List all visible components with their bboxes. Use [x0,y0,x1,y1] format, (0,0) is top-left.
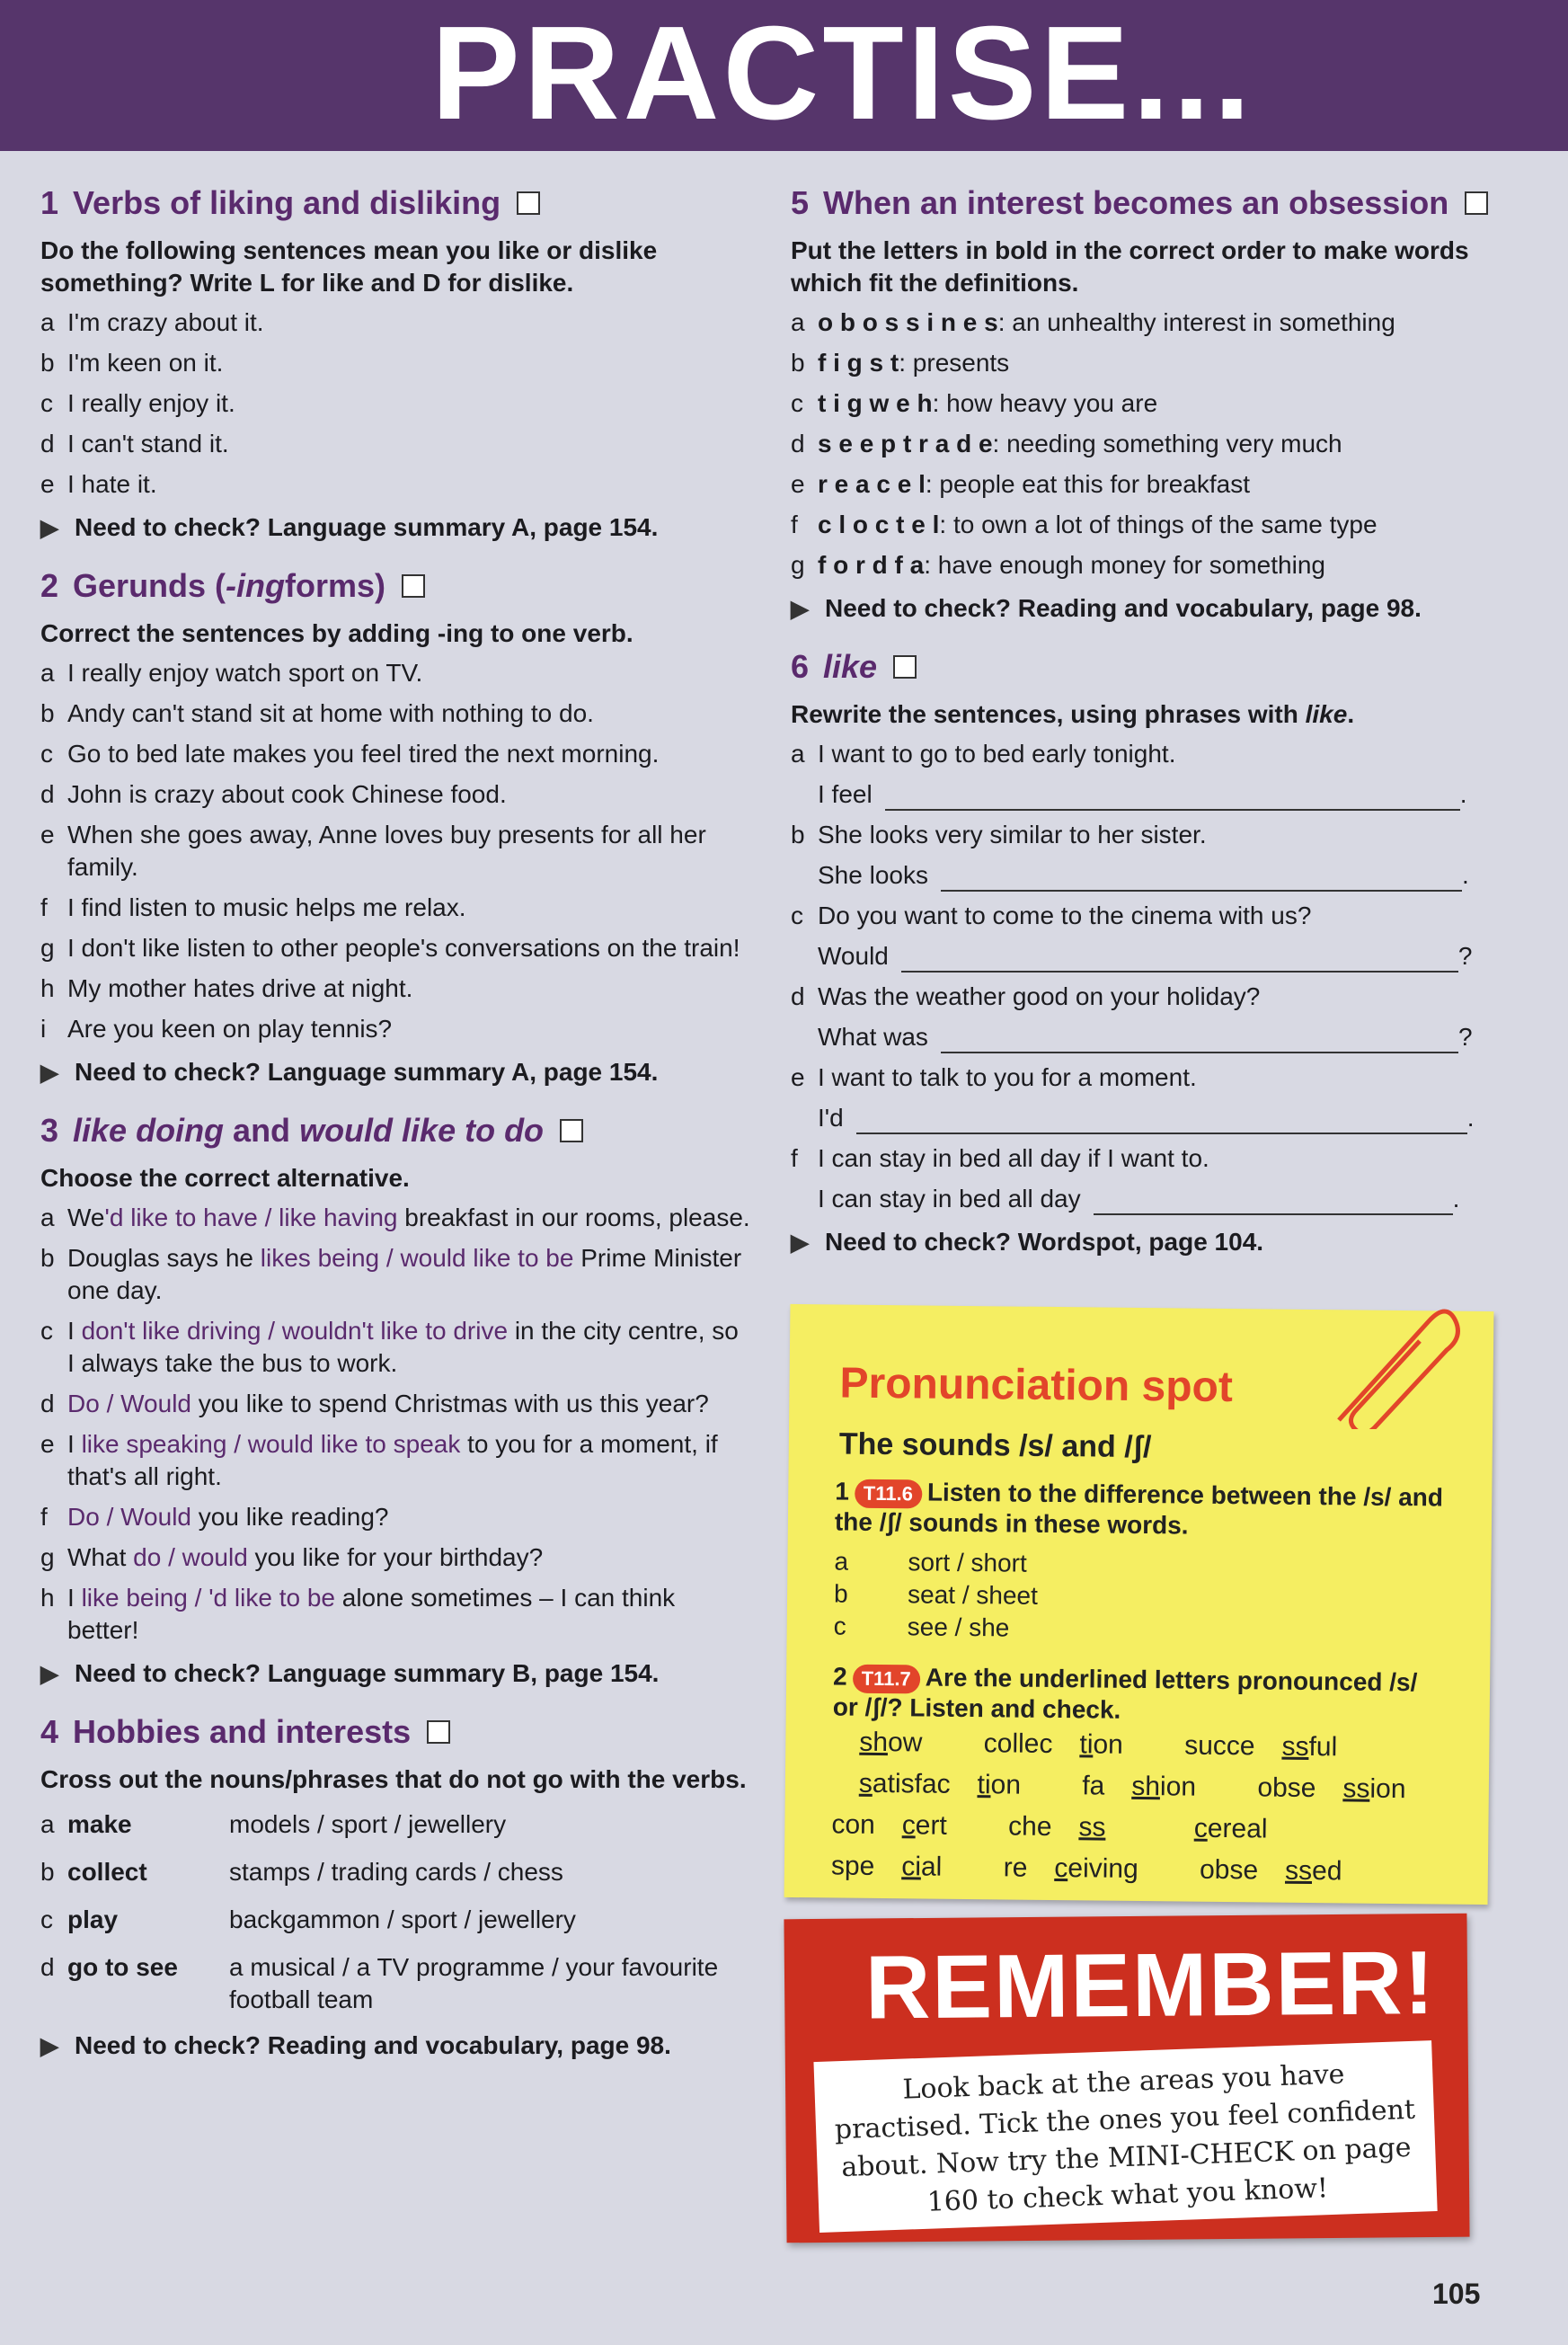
tick-box[interactable] [1465,191,1488,215]
list-item: c Do you want to come to the cinema with us? [791,902,1312,929]
list-item: c I really enjoy it. [40,389,235,417]
list-item: b Andy can't stand sit at home with nothing to do. [40,699,594,727]
pronunciation-question-2: 2 T11.7 Are the underlined letters pronounced /s/ or /ʃ/? Listen and check. [832,1662,1418,1724]
list-item: e When she goes away, Anne loves buy presents for all her family. [40,821,706,881]
word: fa shion [1082,1771,1197,1802]
section-1-instruction: Do the following sentences mean you like or dislike something? Write L for like and D for dislike. [40,236,658,297]
list-item: f I find listen to music helps me relax. [40,893,466,921]
list-item: f Do / Would you like reading? [40,1503,389,1531]
word: cereal [1193,1813,1268,1844]
arrow-icon: ▶ [791,594,809,622]
tick-box[interactable] [517,191,540,215]
word: succe ssful [1183,1730,1338,1763]
word: show [859,1727,923,1758]
list-item: h My mother hates drive at night. [40,974,413,1002]
list-item: a I really enjoy watch sport on TV. [40,659,423,687]
verb-row: a make models / sport / jewellery [40,1810,507,1838]
list-item: g f o r d f a: have enough money for something [791,551,1325,579]
list-item: b f i g s t: presents [791,349,1010,377]
section-4-instruction: Cross out the nouns/phrases that do not go with the verbs. [40,1765,747,1793]
answer-line: Would ? [818,940,1510,973]
list-item: b She looks very similar to her sister. [791,821,1207,848]
section-6-title: 6 like [791,648,1510,686]
list-item: a o b o s s i n e s: an unhealthy interest in something [791,308,1395,336]
list-item: a I'm crazy about it. [40,308,264,336]
section-6 [791,648,1510,1257]
tick-box[interactable] [893,655,917,679]
section-2 [40,567,750,1087]
page-number: 105 [1432,2278,1481,2310]
list-item: c t i g w e h: how heavy you are [791,389,1158,417]
arrow-icon: ▶ [40,1058,58,1086]
section-6-instruction: Rewrite the sentences, using phrases with like. [791,700,1355,728]
list-item: d John is crazy about cook Chinese food. [40,780,507,808]
arrow-icon: ▶ [791,1228,809,1256]
paperclip-icon [1321,1294,1465,1429]
list-item: e r e a c e l: people eat this for breakfast [791,470,1250,498]
word: re ceiving [1003,1852,1138,1885]
answer-input[interactable] [856,1107,1467,1134]
answer-input[interactable] [941,865,1462,892]
audio-track-badge[interactable]: T11.6 [855,1479,922,1509]
check-reference[interactable]: ▶ Need to check? Reading and vocabulary, page 98. [791,594,1422,622]
answer-input[interactable] [885,784,1460,811]
answer-line: I can stay in bed all day . [818,1183,1510,1215]
word: obse ssed [1199,1854,1342,1887]
pronunciation-question-1: 1 T11.6 Listen to the difference between the /s/ and the /ʃ/ sounds in these words. [834,1477,1444,1540]
page-title: PRACTISE... [431,0,1254,147]
section-5-instruction: Put the letters in bold in the correct order to make words which fit the definitions. [791,236,1469,297]
answer-line: I feel . [818,778,1510,811]
answer-line: She looks . [818,859,1510,892]
list-item: a We'd like to have / like having breakfast in our rooms, please. [40,1204,750,1231]
answer-line: What was ? [818,1021,1510,1053]
word: spe cial [830,1851,943,1882]
section-4-title: 4 Hobbies and interests [40,1713,750,1751]
list-item: h I like being / 'd like to be alone sometimes – I can think better! [40,1584,676,1644]
list-item: d Do / Would you like to spend Christmas with us this year? [40,1390,709,1417]
pronunciation-title: Pronunciation spot [839,1359,1234,1412]
list-item: f I can stay in bed all day if I want to. [791,1144,1209,1172]
word-list [831,1727,1462,1898]
section-2-instruction: Correct the sentences by adding -ing to one verb. [40,619,633,647]
list-item: a I want to go to bed early tonight. [791,740,1176,768]
list-item: i Are you keen on play tennis? [40,1015,393,1043]
list-item: c Go to bed late makes you feel tired the next morning. [40,740,660,768]
list-item: e I hate it. [40,470,157,498]
check-reference[interactable]: ▶ Need to check? Language summary B, page 154. [40,1659,660,1687]
check-reference[interactable]: ▶ Need to check? Language summary A, page 154. [40,513,659,541]
arrow-icon: ▶ [40,1659,58,1687]
section-5 [791,184,1510,623]
list-item: g What do / would you like for your birthday? [40,1543,544,1571]
left-column [40,184,750,2085]
section-1 [40,184,750,542]
verb-row: d go to see a musical / a TV programme / your favourite football team [40,1953,719,2013]
list-item: e I like speaking / would like to speak to you for a moment, if that's all right. [40,1430,718,1490]
remember-title: REMEMBER! [864,1932,1437,2039]
word: satisfac tion [858,1768,1022,1800]
section-1-title: 1 Verbs of liking and disliking [40,184,750,222]
word: collec tion [983,1728,1124,1760]
arrow-icon: ▶ [40,513,58,541]
section-5-title: 5 When an interest becomes an obsession [791,184,1510,222]
list-item: d s e e p t r a d e: needing something very much [791,430,1342,457]
list-item: f c l o c t e l: to own a lot of things of the same type [791,511,1378,538]
list-item: b Douglas says he likes being / would like to be Prime Minister one day. [40,1244,742,1304]
arrow-icon: ▶ [40,2031,58,2059]
word-pair: c see / she [833,1612,1010,1642]
check-reference[interactable]: ▶ Need to check? Wordspot, page 104. [791,1228,1264,1256]
right-column [791,184,1510,1282]
section-3-title: 3 like doing and would like to do [40,1112,750,1150]
verb-row: b collect stamps / trading cards / chess [40,1858,563,1886]
pronunciation-subtitle: The sounds /s/ and /ʃ/ [838,1426,1152,1465]
list-item: g I don't like listen to other people's conversations on the train! [40,934,740,962]
answer-input[interactable] [941,1026,1458,1053]
section-4 [40,1713,750,2060]
tick-box[interactable] [560,1119,583,1142]
remember-panel [784,1914,1469,2243]
page-header [0,0,1568,151]
word: obse ssion [1257,1772,1406,1805]
answer-line: I'd . [818,1102,1510,1134]
answer-input[interactable] [901,946,1458,973]
tick-box[interactable] [402,574,425,598]
answer-input[interactable] [1094,1188,1453,1215]
section-3-instruction: Choose the correct alternative. [40,1164,410,1192]
list-item: e I want to talk to you for a moment. [791,1063,1197,1091]
check-reference[interactable]: ▶ Need to check? Reading and vocabulary, page 98. [40,2031,671,2059]
section-3 [40,1112,750,1688]
remember-text: Look back at the areas you have practised. Tick the ones you feel confident about. Now try the MINI-CHECK on page 160 to check what you know! [813,2040,1437,2233]
audio-track-badge[interactable]: T11.7 [853,1665,920,1694]
word-pairs [834,1547,1039,1646]
list-item: c I don't like driving / wouldn't like to drive in the city centre, so I always take the bus to work. [40,1317,739,1377]
word-pair: b seat / sheet [833,1579,1039,1610]
list-item: b I'm keen on it. [40,349,224,377]
word: che ss [1007,1811,1106,1843]
word-pair: a sort / short [834,1547,1027,1577]
list-item: d I can't stand it. [40,430,229,457]
tick-box[interactable] [427,1720,450,1744]
check-reference[interactable]: ▶ Need to check? Language summary A, page 154. [40,1058,659,1086]
verb-row: c play backgammon / sport / jewellery [40,1905,576,1933]
list-item: d Was the weather good on your holiday? [791,982,1261,1010]
word: con cert [831,1809,947,1841]
section-2-title: 2 Gerunds ( -ing forms) [40,567,750,605]
